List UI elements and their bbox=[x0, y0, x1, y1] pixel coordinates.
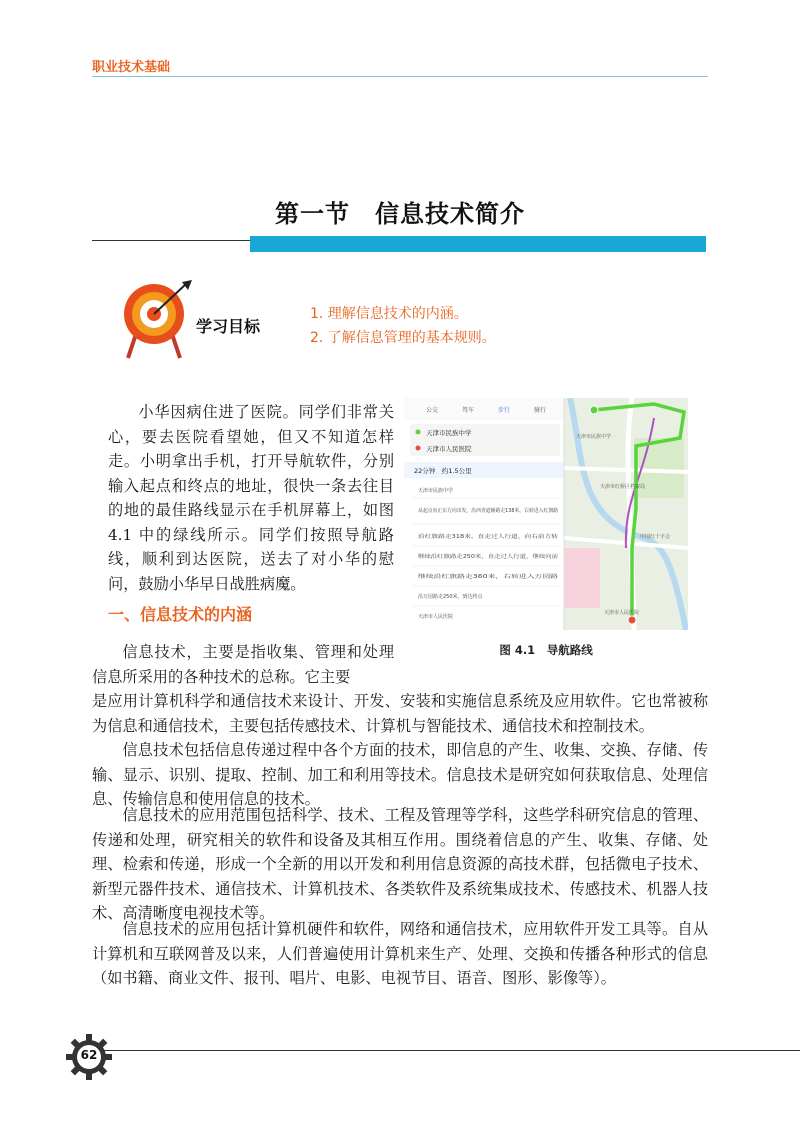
route-step: 继续沿红旗路走360米，右转进入万园路 bbox=[418, 574, 508, 580]
navigation-map bbox=[404, 398, 688, 630]
route-step: 从起点向正东方向出发，沿西青道辅路走138米，右转进入红旗路 bbox=[418, 508, 563, 514]
subsection-title: 一、信息技术的内涵 bbox=[108, 605, 253, 624]
objectives-list bbox=[310, 302, 496, 350]
mode-tab-walk: 步行 bbox=[498, 407, 511, 414]
figure-caption: 图 4.1 导航路线 bbox=[499, 643, 593, 657]
route-summary: 22分钟 约1.5公里 bbox=[414, 467, 472, 475]
route-step: 天津市民族中学 bbox=[418, 488, 454, 494]
title-rule-thin bbox=[92, 240, 252, 241]
section-title: 第一节 信息技术简介 bbox=[275, 200, 525, 228]
route-step: 沿万园路走250米，到达终点 bbox=[418, 594, 483, 600]
paragraph-1-end: 是应用计算机科学和通信技术来设计、开发、安装和实施信息系统及应用软件。它也常被称为信息和通信技术，主要包括传感技术、计算机与智能技术、通信技术和控制技术。 bbox=[92, 692, 708, 735]
objective-item: 1. 理解信息技术的内涵。 bbox=[310, 306, 468, 322]
target-icon bbox=[118, 280, 196, 360]
route-step: 天津市人民医院 bbox=[418, 614, 454, 620]
route-step: 沿红旗路走318米，直走过人行道，向右前方转 bbox=[418, 534, 523, 540]
start-input: 天津市民族中学 bbox=[426, 429, 472, 437]
route-step: 继续沿红旗路走250米，直走过人行道，继续向前 bbox=[418, 554, 528, 560]
objectives-label: 学习目标 bbox=[196, 317, 261, 336]
mode-tab-bike: 骑行 bbox=[534, 407, 547, 414]
objective-item: 2. 了解信息管理的基本规则。 bbox=[310, 330, 496, 346]
paragraph-2: 信息技术包括信息传递过程中各个方面的技术，即信息的产生、收集、交换、存储、传输、显示、识别、提取、控制、加工和利用等技术。信息技术是研究如何获取信息、处理信息、传输信息和使用信息的技术。 bbox=[92, 741, 708, 808]
footer-rule bbox=[104, 1050, 800, 1051]
header-rule bbox=[92, 76, 708, 77]
mode-tab-drive: 驾车 bbox=[462, 407, 475, 414]
mode-tab-transit: 公交 bbox=[426, 407, 439, 414]
paragraph-3: 信息技术的应用范围包括科学、技术、工程及管理等学科，这些学科研究信息的管理、传递和处理，研究相关的软件和设备及其相互作用。围绕着信息的产生、收集、存储、处理、检索和传递，形成一个全新的用以开发和利用信息资源的高技术群，包括微电子技术、新型元器件技术、通信技术、计算机技术、各类软件及系统集成技术、传感技术、机器人技术、高清晰度电视技术等。 bbox=[92, 806, 708, 922]
page-number: 62 bbox=[80, 1048, 98, 1062]
title-rule-thick bbox=[250, 236, 706, 252]
map-label: 天津市民族中学 bbox=[576, 434, 612, 440]
end-input: 天津市人民医院 bbox=[426, 445, 472, 453]
map-label: 中国红十字会 bbox=[640, 534, 671, 540]
navigation-figure bbox=[404, 398, 688, 630]
paragraph-1-start: 信息技术，主要是指收集、管理和处理信息所采用的各种技术的总称。它主要 bbox=[92, 643, 394, 686]
paragraph-4: 信息技术的应用包括计算机硬件和软件，网络和通信技术，应用软件开发工具等。自从计算机和互联网普及以来，人们普遍使用计算机来生产、处理、交换和传播各种形式的信息（如书籍、商业文件、报刊、唱片、电影、电视节目、语音、图形、影像等）。 bbox=[92, 920, 708, 987]
map-label: 天津市人民医院 bbox=[604, 610, 640, 616]
intro-paragraph: 小华因病住进了医院。同学们非常关心，要去医院看望她，但又不知道怎样走。小明拿出手机，打开导航软件，分别输入起点和终点的地址，很快一条去往目的地的最佳路线显示在手机屏幕上，如图 4.1 中的绿线所示。同学们按照导航路线，顺利到达医院，送去了对小华的慰问，鼓励小华早日战胜病魔。 bbox=[108, 403, 394, 593]
running-head: 职业技术基础 bbox=[92, 60, 171, 75]
map-label: 天津市红桥区档案局 bbox=[600, 484, 646, 490]
